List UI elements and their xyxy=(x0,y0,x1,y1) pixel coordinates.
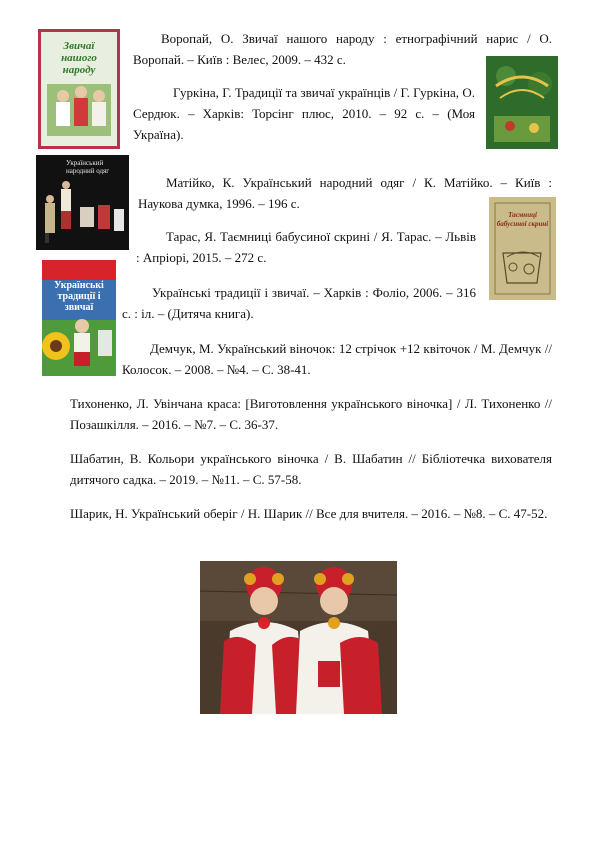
entry-demchuk xyxy=(122,338,552,380)
cover-title: Таємниці бабусиної скрині xyxy=(496,211,549,228)
cover-title: Український народний одяг xyxy=(66,159,110,175)
entry-gurkina xyxy=(133,82,475,145)
entry-shabatyn xyxy=(70,448,552,490)
book-cover-traditions xyxy=(42,260,116,376)
entry-tykhonenko xyxy=(70,393,552,435)
entry-text: Гуркіна, Г. Традиції та звичаї українців / Г. Гуркіна, О. Сердюк. – Харків: Торсінг плюс, 2010. – 92 с. – (Моя Україна). xyxy=(133,85,475,142)
book-cover-gurkina xyxy=(486,56,558,149)
entry-text: Матійко, К. Український народний одяг / К. Матійко. – Київ : Наукова думка, 1996. – 196 с. xyxy=(138,175,552,211)
entry-sharyk xyxy=(70,503,552,524)
entry-text: Воропай, О. Звичаї нашого народу : етнографічний нарис / О. Воропай. – Київ : Велес, 2009. – 432 с. xyxy=(133,31,552,67)
book-cover-matiyko xyxy=(36,155,129,250)
book-cover-voropai xyxy=(38,29,120,149)
entry-traditions xyxy=(122,282,476,324)
entry-text: Тарас, Я. Таємниці бабусиної скрині / Я. Тарас. – Львів : Апріорі, 2015. – 272 с. xyxy=(136,229,476,265)
entry-text: Демчук, М. Український віночок: 12 стрічок +12 квіточок / М. Демчук // Колосок. – 2008. – №4. – С. 38-41. xyxy=(122,341,552,377)
cover-illustration xyxy=(486,56,558,149)
cover-illustration xyxy=(41,32,120,149)
cover-illustration xyxy=(42,260,116,376)
entry-text: Українські традиції і звичаї. – Харків : Фоліо, 2006. – 316 с. : іл. – (Дитяча книга). xyxy=(122,285,476,321)
photo-illustration xyxy=(200,561,397,714)
book-cover-taras xyxy=(489,197,556,300)
entry-taras xyxy=(136,226,476,268)
cover-title: Звичаї нашого народу xyxy=(61,40,97,76)
entry-text: Шарик, Н. Український оберіг / Н. Шарик // Все для вчителя. – 2016. – №8. – С. 47-52. xyxy=(70,506,548,521)
entry-text: Тихоненко, Л. Увінчана краса: [Виготовлення українського віночка] / Л. Тихоненко // Позашкілля. – 2016. – №7. – С. 36-37. xyxy=(70,396,552,432)
cover-title: Українські традиції і звичаї xyxy=(54,280,104,313)
entry-text: Шабатин, В. Кольори українського віночка / В. Шабатин // Бібліотечка вихователя дитячого садка. – 2019. – №11. – С. 57-58. xyxy=(70,451,552,487)
photo-two-women-in-folk-costume xyxy=(200,561,397,714)
cover-illustration xyxy=(489,197,556,300)
cover-illustration xyxy=(36,155,129,250)
